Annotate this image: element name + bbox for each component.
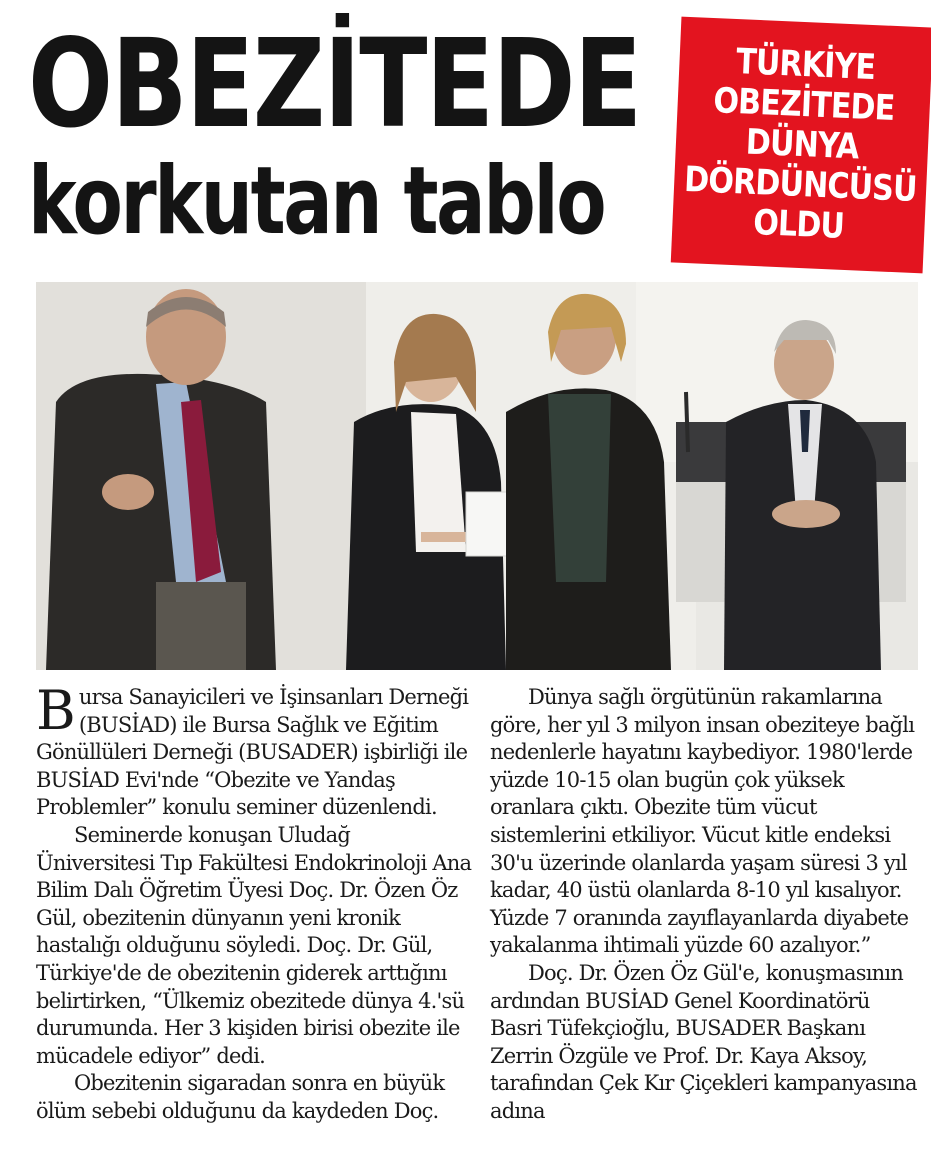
paragraph-5: Doç. Dr. Özen Öz Gül'e, konuşmasının ardından BUSİAD Genel Koordinatörü Basri Tüfekçioğlu, BUSADER Başkanı Zerrin Özgüle ve Prof. Dr. Kaya Aksoy, tarafından Çek Kır Çiçekleri kampanyasına adına [490,960,917,1123]
paragraph-4: Dünya sağlı örgütünün rakamlarına göre, her yıl 3 milyon insan obeziteye bağlı nedenlerle hayatını kaybediyor. 1980'lerde yüzde 10-15 olan bugün çok yüksek oranlara çıktı. Obezite tüm vücut sistemlerini etkiliyor. Vücut kitle endeksi 30'u üzerinde olanlarda yaşam süresi 3 yıl kadar, 40 üstü olanlarda 8-10 yıl kısalıyor. Yüzde 7 oranında zayıflayanlarda diyabete yakalanma ihtimali yüzde 60 azalıyor.” [490,685,915,958]
paragraph-1-text: ursa Sanayicileri ve İşinsanları Derneği (BUSİAD) ile Bursa Sağlık ve Eğitim Gönüllüleri Derneği (BUSADER) işbirliği ile BUSİAD Evi'nde “Obezite ve Yandaş Problemler” konulu seminer düzenlendi. [36,685,469,820]
red-box-line-2: OBEZİTEDE [712,81,896,129]
paragraph-1 [36,679,472,822]
article-column-2 [490,684,926,1126]
headline-line-2: korkutan tablo [28,147,605,256]
red-box-line-3: DÜNYA [744,122,860,168]
headline [28,14,688,254]
drop-cap: B [36,679,75,742]
paragraph-3: Obezitenin sigaradan sonra en büyük ölüm sebebi olduğunu da kaydeden Doç. [36,1071,445,1123]
article-column-1 [36,679,472,1126]
red-box-line-1: TÜRKİYE [735,42,876,89]
news-photo [36,282,918,670]
photo-illustration [36,282,918,670]
sidebar-red-box [671,17,931,274]
red-box-line-5: OLDU [752,202,845,247]
paragraph-2: Seminerde konuşan Uludağ Üniversitesi Tıp Fakültesi Endokrinoloji Ana Bilim Dalı Öğretim Üyesi Doç. Dr. Özen Öz Gül, obezitenin dünyanın yeni kronik hastalığı olduğunu söyledi. Doç. Dr. Gül, Türkiye'de de obezitenin giderek arttığını belirtirken, “Ülkemiz obezitede dünya 4.'sü durumunda. Her 3 kişiden birisi obezite ile mücadele ediyor” dedi. [36,822,472,1068]
headline-line-1: OBEZİTEDE [28,13,641,155]
red-box-line-4: DÖRDÜNCÜSÜ [683,159,918,211]
